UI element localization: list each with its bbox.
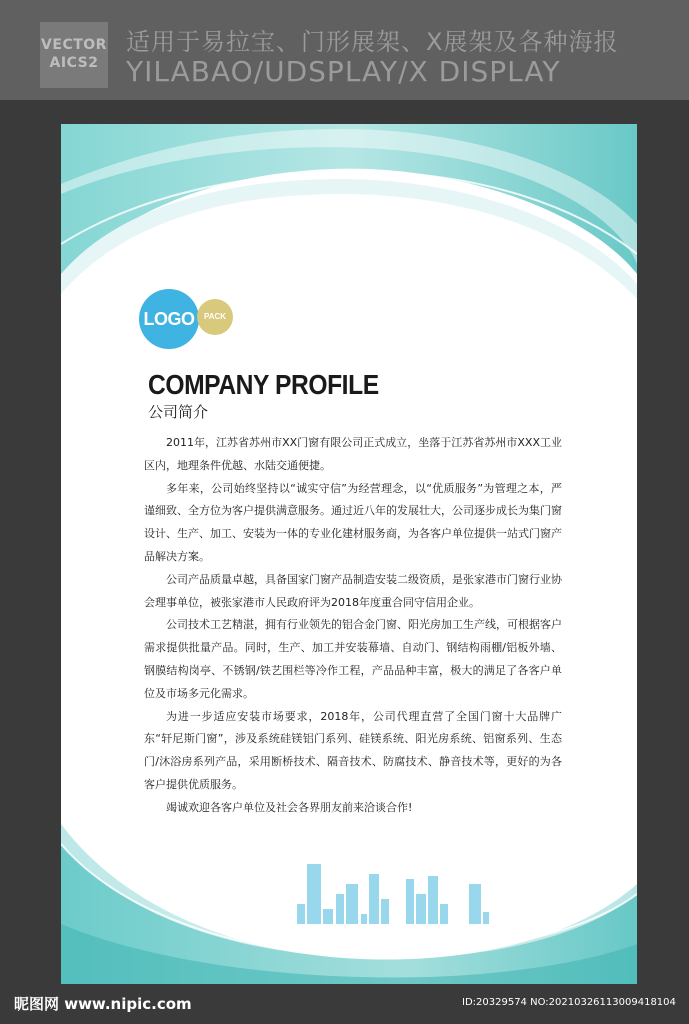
paragraph: 2011年，江苏省苏州市XX门窗有限公司正式成立，坐落于江苏省苏州市XXX工业区内，地理条件优越、水陆交通便捷。 [144,436,562,472]
poster [61,124,637,984]
image-id: ID:20329574 NO:20210326113009418104 [462,997,676,1008]
site-watermark: 昵图网 www.nipic.com [14,995,192,1013]
top-banner [0,0,689,100]
paragraph: 公司技术工艺精湛，拥有行业领先的铝合金门窗、阳光房加工生产线，可根据客户需求提供批量产品。同时，生产、加工并安装幕墙、自动门、钢结构雨棚/铝板外墙、钢膜结构岗亭、不锈钢/铁艺围栏等冷作工程，产品品种丰富，极大的满足了各客户单位及市场多元化需求。 [144,618,562,700]
company-logo [139,289,239,349]
badge-line1: VECTOR [41,37,107,53]
badge-line2: AICS2 [49,55,99,71]
city-skyline [297,864,489,924]
profile-body [144,432,562,820]
paragraph: 竭诚欢迎各客户单位及社会各界朋友前来洽谈合作! [166,800,413,814]
logo-circle: LOGO [139,289,199,349]
banner-title-cn: 适用于易拉宝、门形展架、X展架及各种海报 [126,28,619,56]
title-cn: 公司简介 [148,403,209,421]
vector-badge [40,22,108,88]
banner-title-en: YILABAO/UDSPLAY/X DISPLAY [126,55,561,88]
paragraph: 多年来，公司始终坚持以“诚实守信”为经营理念，以“优质服务”为管理之本，严谨细致、全方位为客户提供满意服务。通过近八年的发展壮大，公司逐步成长为集门窗设计、生产、加工、安装为一体的专业化建材服务商，为各客户单位提供一站式门窗产品解决方案。 [144,481,562,563]
paragraph: 为进一步适应安装市场要求，2018年，公司代理直营了全国门窗十大品牌广东“轩尼斯门窗”，涉及系统硅镁铝门系列、硅镁系统、阳光房系统、铝窗系列、生态门/沐浴房系列产品，采用断桥技术、隔音技术、防腐技术、静音技术等，更好的为各客户提供优质服务。 [144,709,562,791]
logo-badge: PACK [197,299,233,335]
paragraph: 公司产品质量卓越，具备国家门窗产品制造安装二级资质，是张家港市门窗行业协会理事单位，被张家港市人民政府评为2018年度重合同守信用企业。 [144,572,562,609]
title-en: COMPANY PROFILE [148,369,379,400]
